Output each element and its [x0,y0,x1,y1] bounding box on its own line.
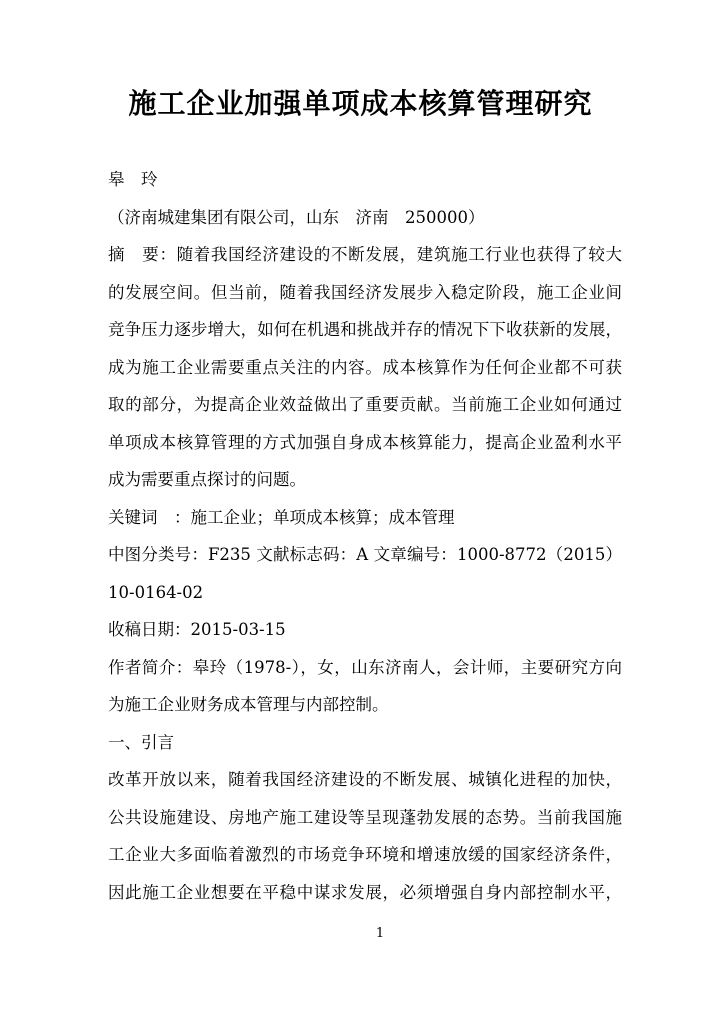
introduction-line: 改革开放以来，随着我国经济建设的不断发展、城镇化进程的加快， [108,770,622,789]
author-bio-line: 作者简介：皋玲（1978-），女，山东济南人，会计师，主要研究方向 [108,657,622,677]
abstract-line: 成为需要重点探讨的问题。 [108,470,306,489]
affiliation-line: （济南城建集团有限公司，山东 济南 250000） [108,207,485,227]
paper-title: 施工企业加强单项成本核算管理研究 [128,87,593,120]
abstract-line: 摘 要：随着我国经济建设的不断发展，建筑施工行业也获得了较大 [108,245,622,264]
abstract-line: 的发展空间。但当前，随着我国经济发展步入稳定阶段，施工企业间 [108,282,622,302]
abstract-line: 竞争压力逐步增大，如何在机遇和挑战并存的情况下下收获新的发展， [108,320,622,339]
document-body [108,161,622,911]
abstract-line: 取的部分，为提高企业效益做出了重要贡献。当前施工企业如何通过 [108,395,622,414]
introduction-line: 工企业大多面临着激烈的市场竞争环境和增速放缓的国家经济条件， [108,845,622,864]
received-date-line: 收稿日期：2015-03-15 [108,620,286,639]
abstract-line: 单项成本核算管理的方式加强自身成本核算能力，提高企业盈利水平 [108,432,622,452]
author-line: 皋 玲 [108,170,158,189]
introduction-line: 因此施工企业想要在平稳中谋求发展，必须增强自身内部控制水平， [108,882,622,902]
classification-line: 10-0164-02 [108,582,204,602]
section-heading: 一、引言 [108,732,174,752]
author-bio-line: 为施工企业财务成本管理与内部控制。 [108,695,389,714]
page-number: 1 [375,926,385,941]
introduction-line: 公共设施建设、房地产施工建设等呈现蓬勃发展的态势。当前我国施 [108,807,622,827]
classification-line: 中图分类号：F235 文献标志码：A 文章编号：1000-8772（2015） [108,545,622,564]
keywords-line: 关键词 ：施工企业；单项成本核算；成本管理 [108,507,455,527]
abstract-line: 成为施工企业需要重点关注的内容。成本核算作为任何企业都不可获 [108,357,622,377]
